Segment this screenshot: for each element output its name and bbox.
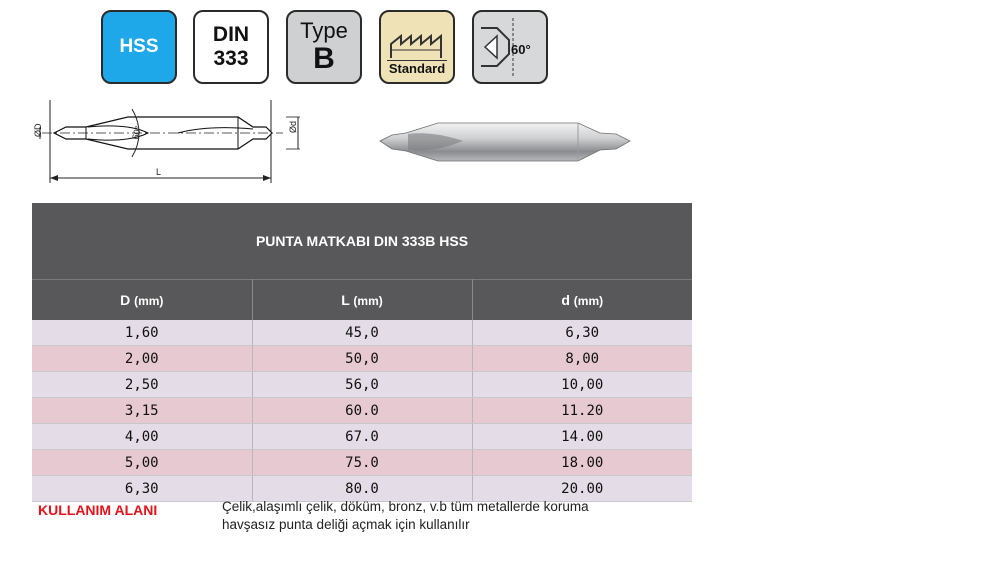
- cell-L: 80.0: [252, 476, 472, 502]
- angle-badge: [472, 10, 548, 84]
- cell-d: 8,00: [472, 346, 692, 372]
- type-line2: B: [313, 42, 335, 75]
- table-row: [32, 398, 692, 424]
- center-drill-photo: [378, 117, 633, 172]
- cell-D: 6,30: [32, 476, 252, 502]
- point-angle-icon: [475, 14, 545, 80]
- type-line1: Type: [300, 18, 348, 43]
- column-header-L: L (mm): [252, 280, 472, 321]
- table-title: PUNTA MATKABI DIN 333B HSS: [32, 203, 692, 279]
- standard-finish-badge: [379, 10, 455, 84]
- material-label: HSS: [119, 36, 159, 57]
- cell-d: 10,00: [472, 372, 692, 398]
- factory-icon: [387, 30, 447, 60]
- cell-d: 14.00: [472, 424, 692, 450]
- D-label: ØD: [33, 123, 43, 137]
- cell-d: 18.00: [472, 450, 692, 476]
- column-header-D: D (mm): [32, 280, 252, 321]
- table-row: [32, 320, 692, 346]
- cell-d: 20.00: [472, 476, 692, 502]
- din-badge: [193, 10, 269, 84]
- cell-L: 50,0: [252, 346, 472, 372]
- cell-L: 45,0: [252, 320, 472, 346]
- cell-D: 4,00: [32, 424, 252, 450]
- cell-L: 75.0: [252, 450, 472, 476]
- angle-label: 60°: [130, 124, 144, 141]
- cell-D: 2,50: [32, 372, 252, 398]
- cell-L: 67.0: [252, 424, 472, 450]
- table-row: [32, 372, 692, 398]
- cell-D: 5,00: [32, 450, 252, 476]
- cell-D: 2,00: [32, 346, 252, 372]
- cell-L: 56,0: [252, 372, 472, 398]
- cell-d: 11.20: [472, 398, 692, 424]
- cell-d: 6,30: [472, 320, 692, 346]
- d-label: Ød: [288, 120, 298, 133]
- usage-description: [222, 498, 692, 534]
- column-header-d: d (mm): [472, 280, 692, 321]
- L-label: L: [156, 167, 162, 177]
- hss-badge: [101, 10, 177, 84]
- usage-line2: havşasız punta deliği açmak için kullanılır: [222, 517, 470, 532]
- technical-drawing: [28, 95, 308, 190]
- standard-line1: DIN: [212, 23, 250, 46]
- specification-table: [32, 203, 692, 502]
- usage-line1: Çelik,alaşımlı çelik, döküm, bronz, v.b tüm metallerde koruma: [222, 499, 589, 514]
- cell-D: 1,60: [32, 320, 252, 346]
- cell-L: 60.0: [252, 398, 472, 424]
- cell-D: 3,15: [32, 398, 252, 424]
- type-badge: [286, 10, 362, 84]
- finish-label: Standard: [388, 61, 446, 76]
- table-row: [32, 346, 692, 372]
- angle-text: 60°: [511, 42, 531, 57]
- table-row: [32, 450, 692, 476]
- usage-label: KULLANIM ALANI: [38, 502, 158, 518]
- standard-line2: 333: [213, 47, 249, 70]
- table-row: [32, 424, 692, 450]
